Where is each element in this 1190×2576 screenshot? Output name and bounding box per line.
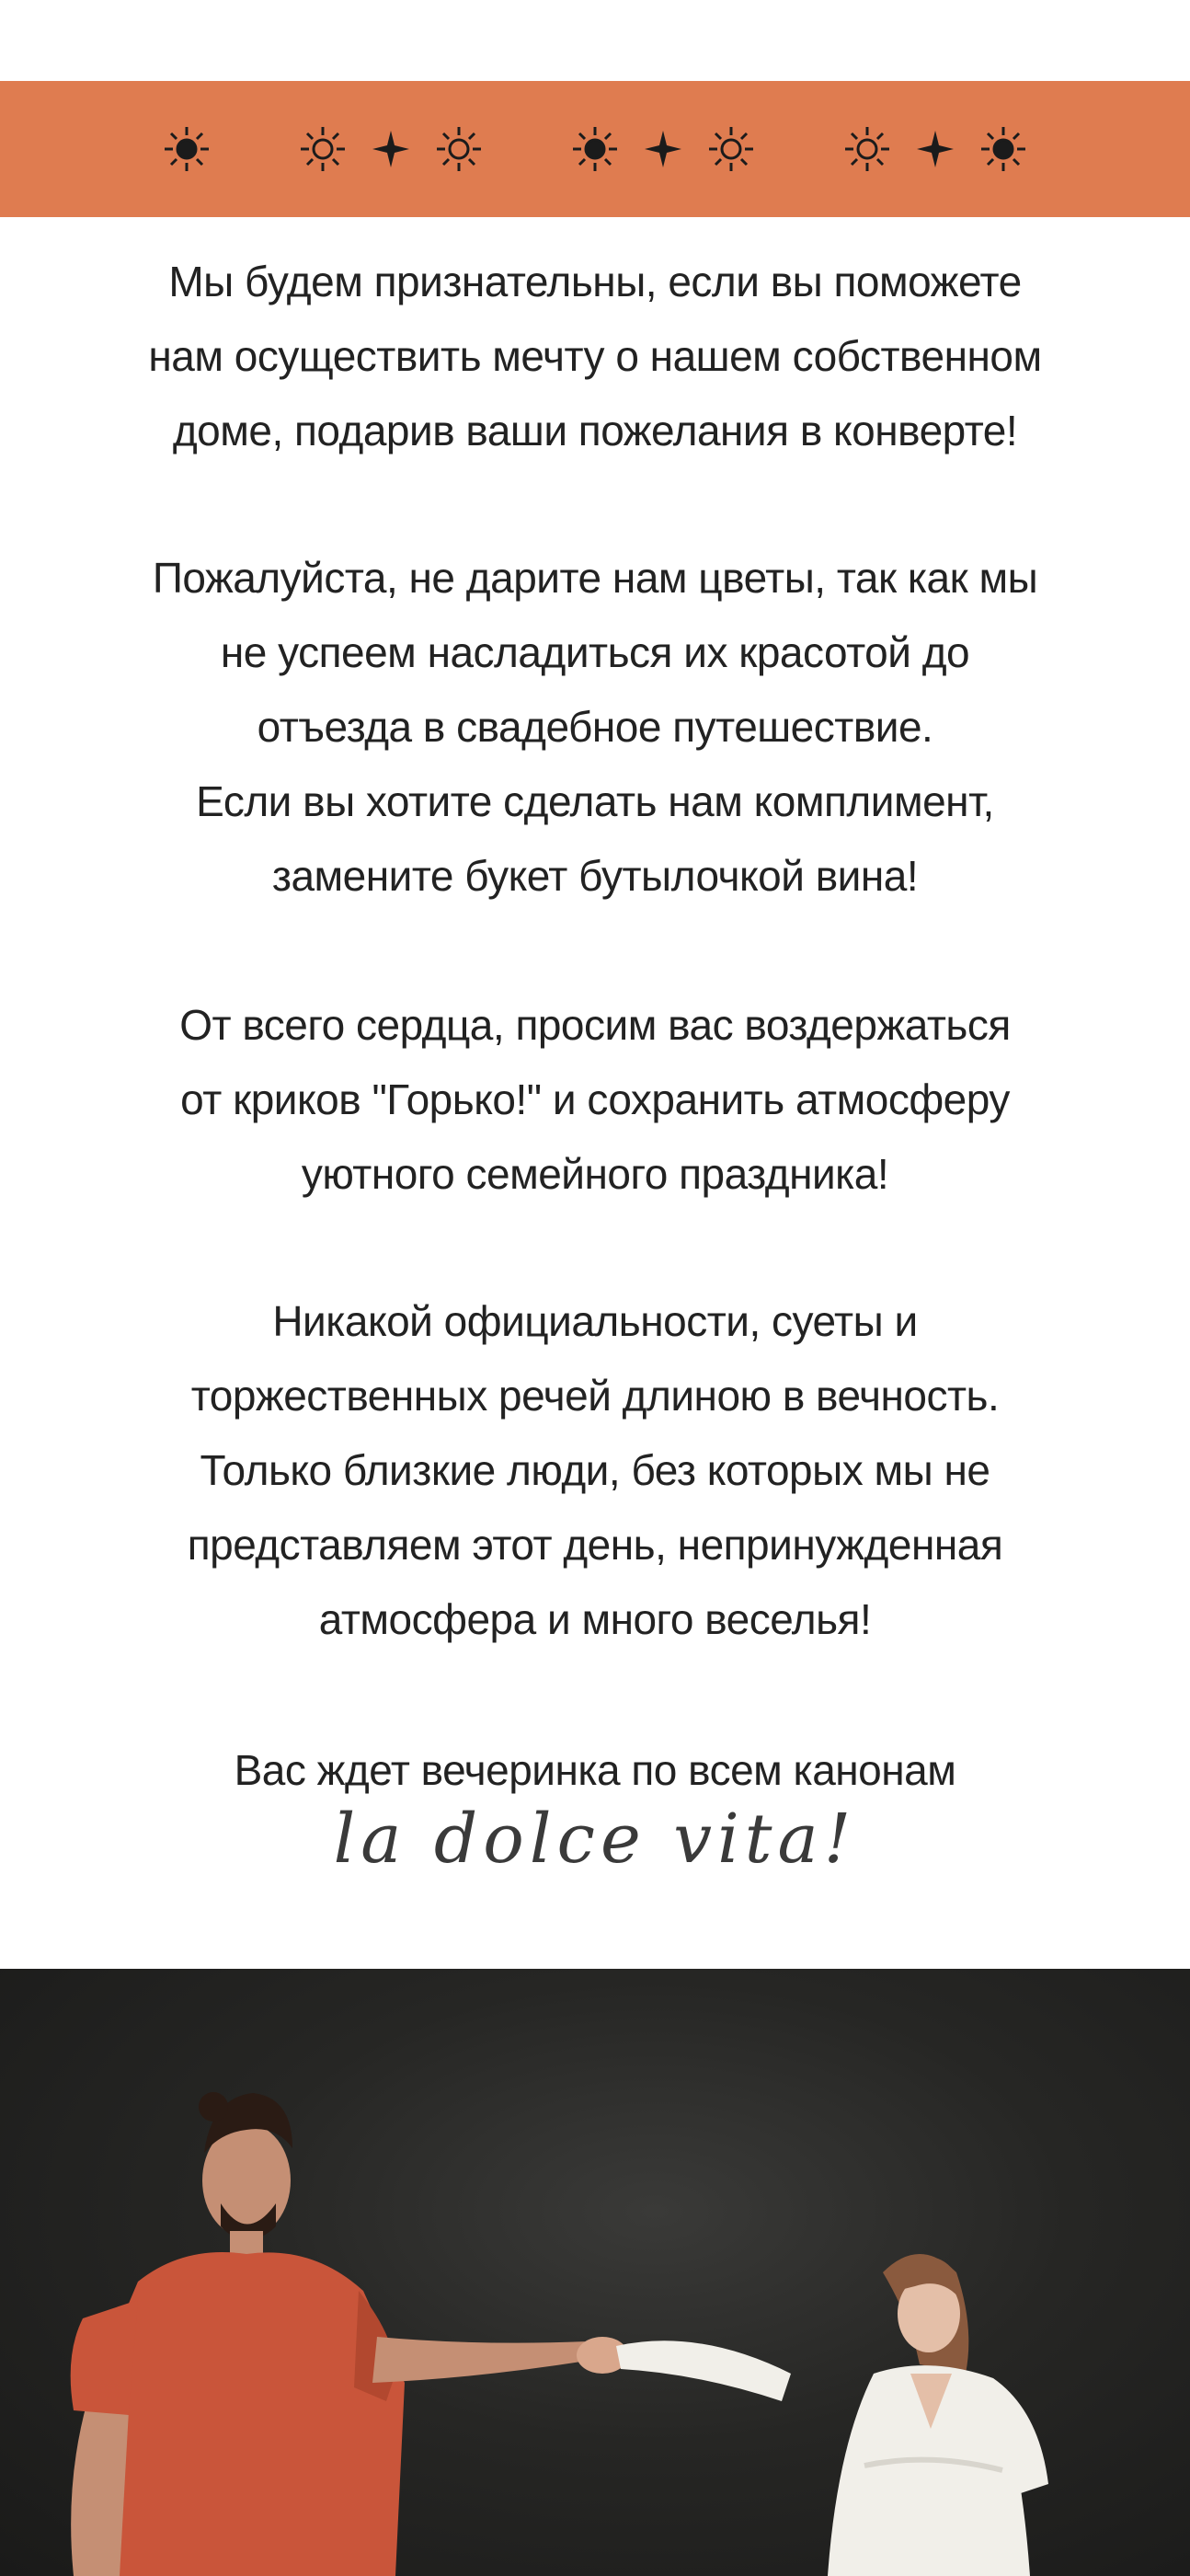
sun-icon: [161, 123, 212, 175]
crescent-moon-icon: [773, 123, 825, 175]
couple-illustration: [0, 1969, 1190, 2576]
sun-icon: [297, 123, 349, 175]
paragraph-envelope-wishes: Мы будем признательны, если вы поможете нам осуществить мечту о нашем собственном доме, подарив ваши пожелания в конверте!: [148, 258, 1042, 454]
script-tagline: la dolce vita!: [333, 1800, 857, 1879]
woman-figure: [616, 2254, 1048, 2576]
sun-icon: [841, 123, 893, 175]
sun-icon: [569, 123, 621, 175]
paragraph-no-flowers: Пожалуйста, не дарите нам цветы, так как мы не успеем насладиться их красотой до отъезда в свадебное путешествие. Если вы хотите сделать нам комплимент, замените букет бутылочкой вина!: [152, 554, 1038, 900]
paragraph-no-gorko: От всего сердца, просим вас воздержаться от криков "Горько!" и сохранить атмосферу уютного семейного праздника!: [179, 1001, 1011, 1198]
star-icon: [637, 123, 689, 175]
sun-icon: [433, 123, 485, 175]
star-icon: [910, 123, 961, 175]
sun-icon: [978, 123, 1029, 175]
paragraph-party-canon: Вас ждет вечеринка по всем канонам: [234, 1746, 956, 1794]
top-whitespace: [0, 0, 1190, 81]
crescent-moon-icon: [501, 123, 553, 175]
star-icon: [365, 123, 417, 175]
sun-icon: [705, 123, 757, 175]
invitation-text: [0, 217, 1190, 1969]
paragraph-informal-atmosphere: Никакой официальности, суеты и торжественных речей длиною в вечность. Только близкие люди, без которых мы не представляем этот день, непринужденная атмосфера и много веселья!: [187, 1297, 1003, 1643]
couple-photo: [0, 1969, 1190, 2576]
crescent-moon-icon: [229, 123, 280, 175]
man-figure: [71, 2092, 593, 2576]
decorative-banner: [0, 81, 1190, 217]
celestial-symbols-row: [161, 123, 1029, 175]
